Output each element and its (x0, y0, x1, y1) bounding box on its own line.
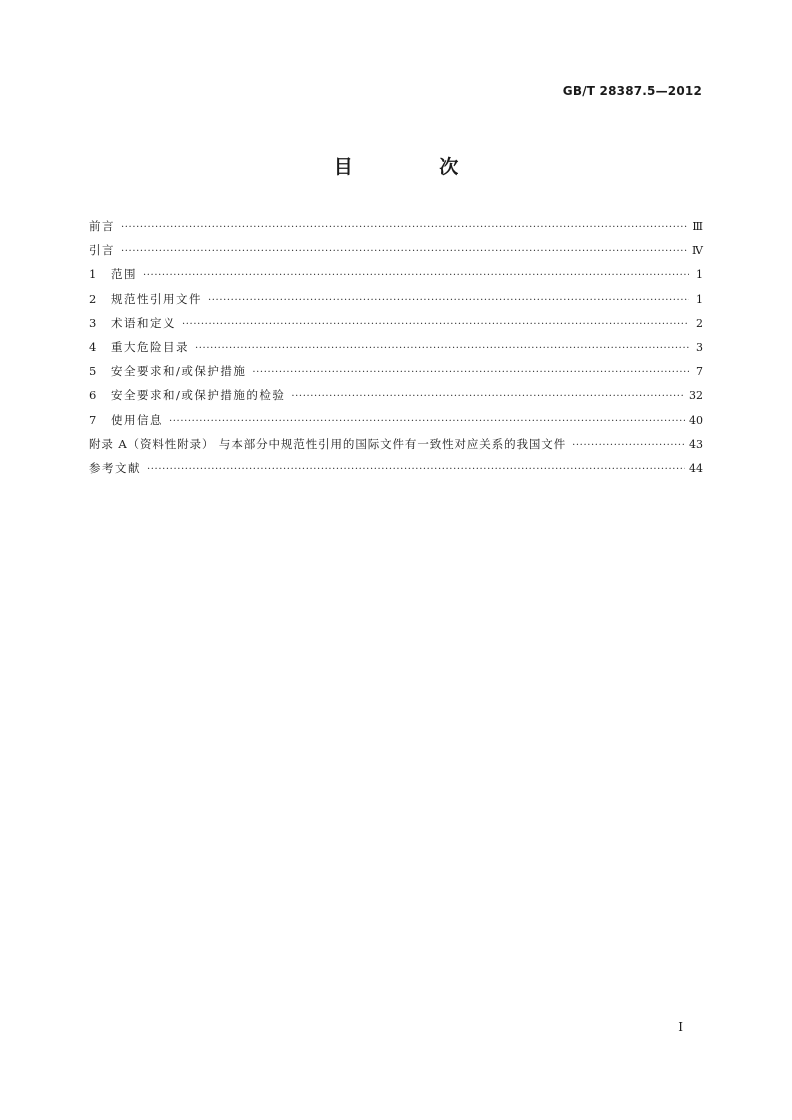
toc-entry-number: 5 (89, 364, 97, 379)
toc-entry-label: 前言 (89, 219, 115, 233)
toc-entry-label: 安全要求和/或保护措施的检验 (111, 388, 286, 403)
toc-leader-dots (147, 464, 685, 475)
toc-entry-scope[interactable] (89, 266, 703, 290)
toc-entry-page: 1 (696, 292, 703, 306)
toc-entry-bibliography[interactable] (89, 460, 703, 484)
toc-entry-page: 7 (696, 365, 703, 379)
toc-entry-number: 7 (89, 412, 97, 427)
toc-entry-number: 6 (89, 388, 97, 403)
toc-entry-page: 2 (696, 316, 703, 330)
toc-entry-page: 1 (696, 268, 703, 282)
toc-leader-dots (572, 440, 685, 451)
toc-entry-page: 43 (689, 437, 703, 451)
page-title: 目 次 (333, 156, 499, 178)
toc-entry-label: 安全要求和/或保护措施 (111, 364, 247, 379)
toc-entry-page: 44 (689, 461, 703, 475)
toc-entry-label: 范围 (111, 267, 137, 282)
toc-leader-dots (182, 319, 689, 330)
toc-leader-dots (169, 416, 685, 427)
standard-code: GB/T 28387.5—2012 (562, 84, 702, 98)
toc-leader-dots (252, 367, 689, 378)
toc-entry-safety-requirements[interactable] (89, 363, 703, 387)
toc-leader-dots (121, 222, 688, 233)
toc-entry-label: 引言 (89, 243, 115, 258)
toc-entry-label: 术语和定义 (111, 315, 176, 330)
toc-leader-dots (208, 295, 689, 306)
toc-entry-number: 4 (89, 339, 97, 354)
toc-entry-label: 附录 A（资料性附录） 与本部分中规范性引用的国际文件有一致性对应关系的我国文件 (89, 436, 567, 451)
toc-entry-label: 参考文献 (89, 460, 141, 475)
toc-leader-dots (291, 391, 685, 402)
toc-entry-introduction[interactable] (89, 242, 703, 266)
toc-entry-number: 2 (89, 291, 97, 306)
toc-entry-page: Ⅳ (692, 244, 703, 258)
toc-entry-information-for-use[interactable] (89, 412, 703, 436)
toc-entry-number: 1 (89, 267, 97, 282)
toc-entry-page: Ⅲ (692, 220, 703, 233)
toc-entry-foreword[interactable] (89, 218, 703, 242)
toc-entry-label: 使用信息 (111, 412, 163, 427)
toc-entry-page: 40 (689, 413, 703, 427)
toc-entry-normative-references[interactable] (89, 291, 703, 315)
toc-entry-page: 3 (696, 340, 703, 354)
toc-entry-annex-a[interactable] (89, 436, 703, 460)
toc-leader-dots (195, 343, 689, 354)
toc-entry-label: 重大危险目录 (111, 339, 189, 354)
toc-leader-dots (121, 246, 688, 257)
table-of-contents (89, 218, 703, 484)
toc-entry-terms[interactable] (89, 315, 703, 339)
toc-entry-verification[interactable] (89, 387, 703, 411)
toc-entry-hazards[interactable] (89, 339, 703, 363)
toc-entry-page: 32 (689, 389, 703, 403)
toc-entry-number: 3 (89, 315, 97, 330)
toc-entry-label: 规范性引用文件 (111, 291, 202, 306)
toc-leader-dots (143, 270, 689, 281)
page-number: I (678, 1020, 683, 1034)
